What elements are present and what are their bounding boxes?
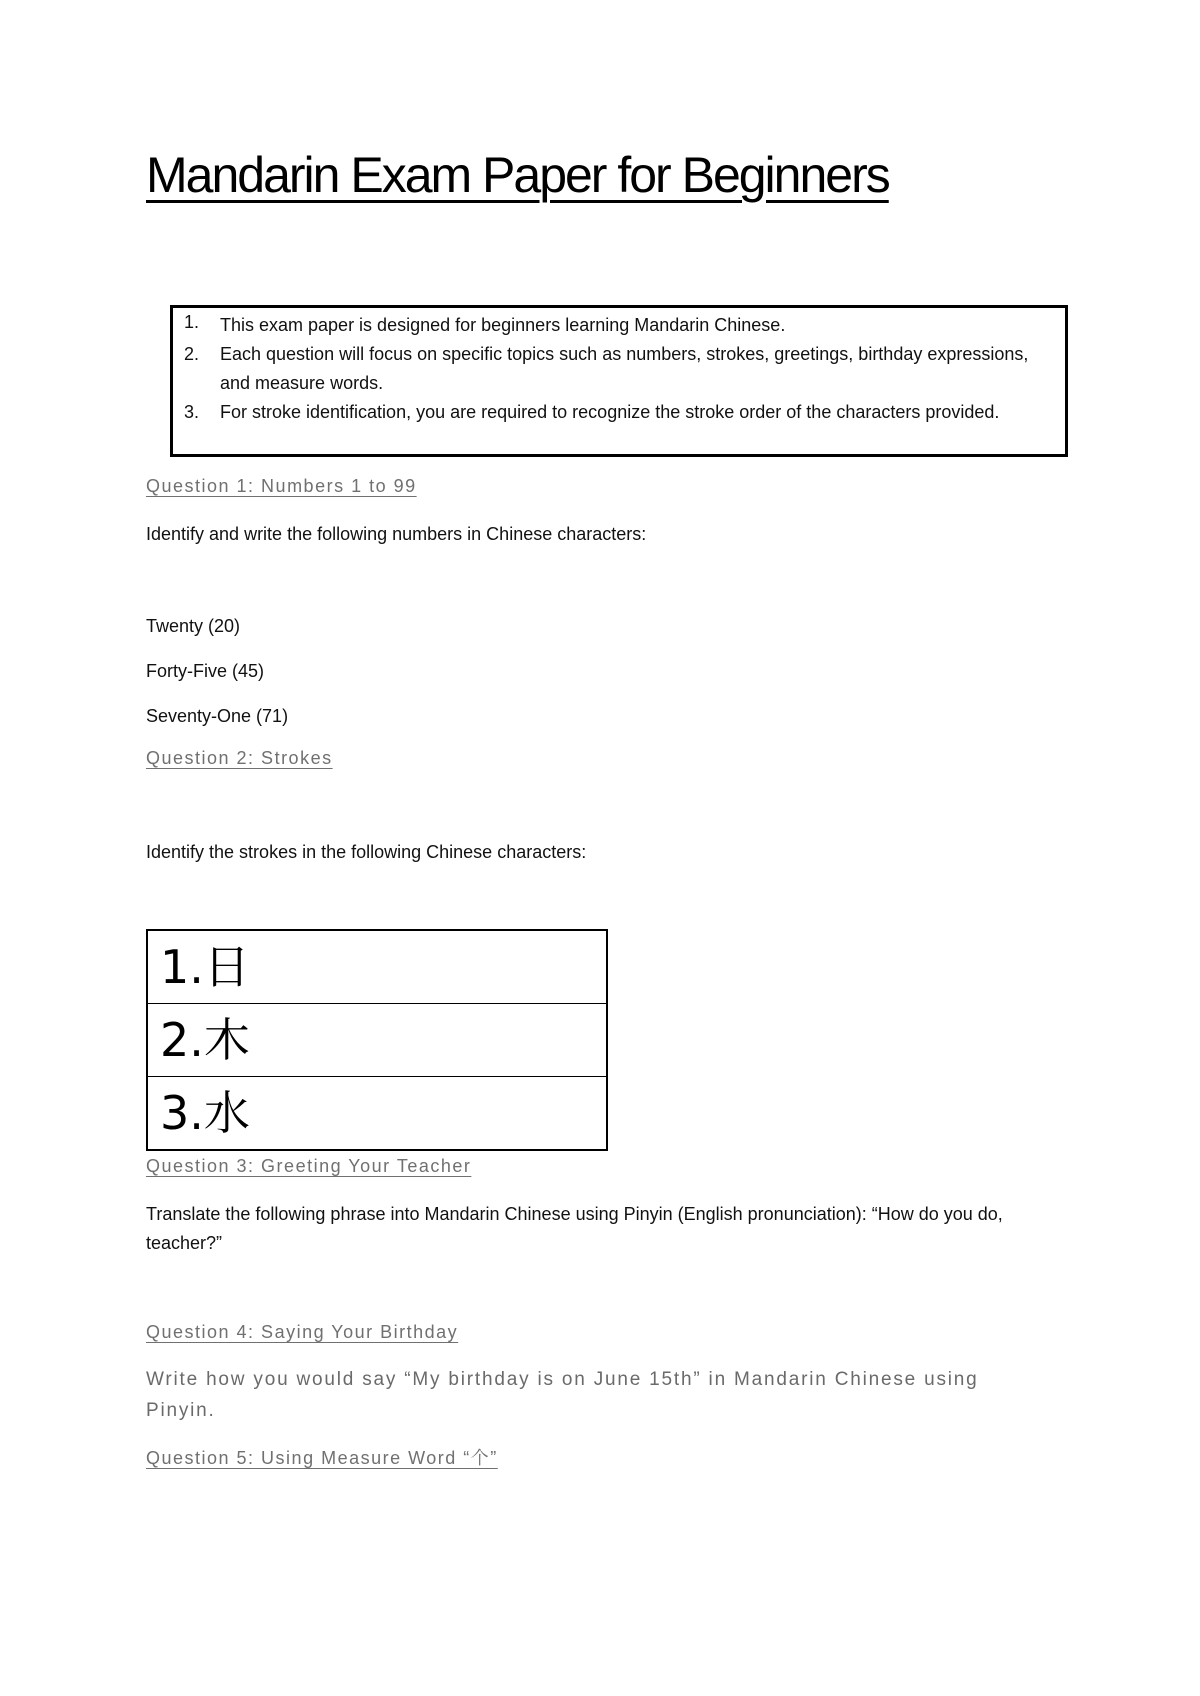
instruction-text: This exam paper is designed for beginners learning Mandarin Chinese.	[220, 315, 786, 335]
question-1-item: Twenty (20)	[146, 616, 241, 636]
instruction-item	[173, 308, 1065, 340]
instruction-number: 1.	[184, 312, 200, 332]
question-2-prompt: Identify the strokes in the following Chinese characters:	[146, 842, 587, 862]
question-5-heading: Question 5: Using Measure Word “个”	[146, 1448, 498, 1468]
question-3-heading: Question 3: Greeting Your Teacher	[146, 1156, 472, 1176]
instruction-text: Each question will focus on specific topics such as numbers, strokes, greetings, birthday expressions, and measure words.	[220, 344, 1029, 393]
strokes-table	[146, 929, 608, 1151]
question-2-heading: Question 2: Strokes	[146, 748, 333, 768]
table-row	[147, 1004, 607, 1077]
instruction-number: 3.	[184, 402, 200, 422]
question-1-prompt: Identify and write the following numbers in Chinese characters:	[146, 524, 647, 544]
instruction-number: 2.	[184, 344, 200, 364]
table-row	[147, 1077, 607, 1151]
question-4-prompt: Write how you would say “My birthday is on June 15th” in Mandarin Chinese using Pinyin.	[146, 1369, 979, 1421]
question-1-item: Forty-Five (45)	[146, 661, 265, 681]
question-3-prompt: Translate the following phrase into Mandarin Chinese using Pinyin (English pronunciation): “How do you do, teacher?”	[146, 1204, 1003, 1253]
instruction-item	[173, 340, 1065, 398]
stroke-character-cell: 2.木	[147, 1004, 607, 1077]
instructions-list	[173, 308, 1065, 427]
instructions-box	[170, 305, 1068, 457]
instruction-text: For stroke identification, you are required to recognize the stroke order of the characters provided.	[220, 402, 1000, 422]
instruction-item	[173, 398, 1065, 427]
question-1-heading: Question 1: Numbers 1 to 99	[146, 476, 417, 496]
question-1-item: Seventy-One (71)	[146, 706, 289, 726]
table-row	[147, 930, 607, 1004]
stroke-character-cell: 3.水	[147, 1077, 607, 1151]
question-4-heading: Question 4: Saying Your Birthday	[146, 1322, 459, 1342]
stroke-character-cell: 1.日	[147, 930, 607, 1004]
page-title: Mandarin Exam Paper for Beginners	[146, 147, 889, 203]
